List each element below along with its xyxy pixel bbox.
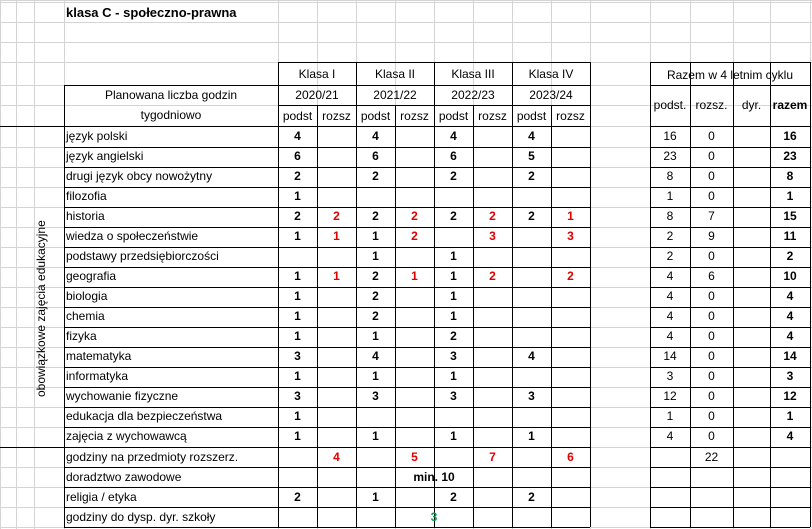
extended-hours: 1 [333, 229, 340, 243]
extended-hours: 2 [489, 209, 496, 223]
planned-hours-label: Planowana liczba godzin [104, 88, 238, 102]
sum-rozsz: 0 [708, 349, 715, 363]
col-podst: podst [438, 109, 469, 123]
basic-hours: 1 [450, 429, 457, 443]
subject-name: historia [66, 209, 105, 223]
basic-hours: 3 [372, 389, 379, 403]
subject-name: filozofia [66, 189, 107, 203]
sum-rozsz: 0 [708, 129, 715, 143]
basic-hours: 1 [294, 329, 301, 343]
basic-hours: 1 [294, 369, 301, 383]
sum-podst: 8 [666, 169, 674, 183]
basic-hours: 1 [294, 229, 301, 243]
border [650, 62, 810, 63]
col-rozsz: rozsz [400, 109, 429, 123]
col-rozsz: rozsz [322, 109, 351, 123]
row-hours: 7 [489, 450, 496, 464]
row-border [650, 487, 810, 488]
sum-podst: 1 [666, 189, 674, 203]
sum-podst: 4 [666, 429, 674, 443]
sum-podst: 14 [663, 349, 677, 363]
extra-row-name: religia / etyka [66, 490, 137, 504]
extra-row-name: doradztwo zawodowe [66, 470, 182, 484]
extended-hours: 2 [567, 269, 574, 283]
summary-col-dyr: dyr. [741, 98, 762, 112]
summary-title: Razem w 4 letnim cyklu [666, 68, 794, 82]
basic-hours: 2 [528, 209, 535, 223]
basic-hours: 2 [294, 169, 301, 183]
col-podst: podst [516, 109, 547, 123]
basic-hours: 1 [528, 429, 535, 443]
subject-name: fizyka [66, 329, 97, 343]
grid-hline [0, 0, 812, 1]
summary-col-rozsz: rozsz. [695, 98, 728, 112]
sum-podst: 12 [663, 389, 677, 403]
subject-name: edukacja dla bezpieczeństwa [66, 409, 223, 423]
extended-hours: 2 [333, 209, 340, 223]
summary-col-razem: razem [772, 98, 808, 112]
extended-hours: 1 [567, 209, 574, 223]
subject-name: matematyka [66, 349, 132, 363]
basic-hours: 2 [372, 289, 379, 303]
subject-name: podstawy przedsiębiorczości [66, 249, 219, 263]
basic-hours: 1 [294, 289, 301, 303]
sum-value: 22 [704, 450, 719, 464]
subject-name: język angielski [66, 149, 144, 163]
basic-hours: 2 [372, 209, 379, 223]
subject-name: drugi język obcy nowożytny [66, 169, 213, 183]
basic-hours: 1 [450, 249, 457, 263]
sum-podst: 4 [666, 309, 674, 323]
summary-col-podst: podst. [653, 98, 687, 112]
subject-name: chemia [66, 309, 105, 323]
sheet-title: klasa C - społeczno-prawna [66, 5, 237, 20]
basic-hours: 3 [450, 389, 457, 403]
sum-razem: 16 [783, 129, 797, 143]
basic-hours: 2 [372, 309, 379, 323]
sum-razem: 4 [786, 429, 794, 443]
school-year: 2023/24 [529, 88, 573, 102]
sum-podst: 4 [666, 269, 674, 283]
basic-hours: 2 [372, 269, 379, 283]
sum-rozsz: 0 [708, 429, 715, 443]
basic-hours: 1 [372, 249, 379, 263]
sum-razem: 11 [783, 229, 797, 243]
basic-hours: 2 [294, 209, 301, 223]
sum-rozsz: 0 [708, 389, 715, 403]
sum-razem: 10 [783, 269, 797, 283]
basic-hours: 4 [372, 129, 379, 143]
border [733, 62, 734, 527]
basic-hours: 3 [294, 349, 301, 363]
sum-rozsz: 0 [708, 249, 715, 263]
sum-rozsz: 0 [708, 169, 715, 183]
sum-podst: 2 [666, 229, 674, 243]
row-border [650, 467, 810, 468]
subject-name: wiedza o społeczeństwie [66, 229, 199, 243]
sum-razem: 2 [786, 249, 794, 263]
sum-podst: 4 [666, 329, 674, 343]
class-name: Klasa III [451, 67, 495, 81]
extended-hours: 3 [489, 229, 496, 243]
basic-hours: 1 [450, 369, 457, 383]
basic-hours: 1 [294, 409, 301, 423]
basic-hours: 6 [372, 149, 379, 163]
basic-hours: 1 [372, 429, 379, 443]
planned-hours-label-2: tygodniowo [140, 108, 202, 122]
grid-vline [16, 0, 17, 529]
border [650, 85, 810, 86]
sum-rozsz: 0 [708, 369, 715, 383]
sum-rozsz: 6 [708, 269, 715, 283]
sum-razem: 15 [783, 209, 797, 223]
sum-rozsz: 0 [708, 409, 715, 423]
extra-row-name: godziny do dysp. dyr. szkoły [66, 510, 216, 524]
sum-razem: 3 [786, 369, 794, 383]
subject-name: biologia [66, 289, 108, 303]
merged-value: 3 [430, 510, 438, 524]
sum-podst: 16 [663, 129, 677, 143]
basic-hours: 6 [450, 149, 457, 163]
subject-name: zajęcia z wychowawcą [66, 429, 187, 443]
extended-hours: 2 [411, 229, 418, 243]
sum-rozsz: 0 [708, 289, 715, 303]
border [64, 527, 590, 528]
extended-hours: 3 [567, 229, 574, 243]
subject-name: informatyka [66, 369, 129, 383]
sum-podst: 23 [663, 149, 677, 163]
basic-hours: 2 [372, 169, 379, 183]
sum-rozsz: 0 [708, 329, 715, 343]
extended-hours: 2 [411, 209, 418, 223]
subject-name: wychowanie fizyczne [66, 389, 179, 403]
col-rozsz: rozsz [556, 109, 585, 123]
extra-row-name: godziny na przedmioty rozszerz. [66, 450, 239, 464]
sum-podst: 2 [666, 249, 674, 263]
basic-hours: 3 [450, 349, 457, 363]
basic-hours: 2 [450, 209, 457, 223]
row-hours: 4 [333, 450, 340, 464]
col-podst: podst [282, 109, 313, 123]
sum-razem: 23 [783, 149, 797, 163]
sum-podst: 1 [666, 409, 674, 423]
border [650, 527, 810, 528]
sum-razem: 1 [786, 189, 794, 203]
basic-hours: 1 [294, 269, 301, 283]
basic-hours: 3 [294, 389, 301, 403]
sum-rozsz: 0 [708, 309, 715, 323]
basic-hours: 4 [372, 349, 379, 363]
basic-hours: 6 [294, 149, 301, 163]
border [590, 62, 591, 527]
grid-hline [0, 42, 812, 43]
row-hours: 5 [411, 450, 418, 464]
sum-rozsz: 0 [708, 189, 715, 203]
basic-hours: 4 [294, 129, 301, 143]
sum-podst: 3 [666, 369, 674, 383]
sum-razem: 12 [783, 389, 797, 403]
class-name: Klasa I [298, 67, 336, 81]
basic-hours: 1 [372, 329, 379, 343]
basic-hours: 2 [528, 169, 535, 183]
sum-podst: 8 [666, 209, 674, 223]
school-year: 2021/22 [373, 88, 417, 102]
subject-name: język polski [66, 129, 128, 143]
sum-razem: 8 [786, 169, 794, 183]
grid-vline [0, 0, 1, 529]
row-hours: 2 [294, 490, 301, 504]
basic-hours: 5 [528, 149, 535, 163]
row-hours: 1 [372, 490, 379, 504]
sum-podst: 4 [666, 289, 674, 303]
extended-hours: 1 [411, 269, 418, 283]
col-rozsz: rozsz [478, 109, 507, 123]
group-label: obowiązkowe zajęcia edukacyjne [34, 220, 48, 397]
sum-rozsz: 7 [708, 209, 715, 223]
sum-rozsz: 0 [708, 149, 715, 163]
class-name: Klasa IV [528, 67, 574, 81]
basic-hours: 1 [294, 189, 301, 203]
basic-hours: 2 [450, 169, 457, 183]
basic-hours: 1 [450, 309, 457, 323]
row-border [650, 507, 810, 508]
sum-razem: 4 [786, 309, 794, 323]
sum-razem: 4 [786, 329, 794, 343]
basic-hours: 1 [372, 229, 379, 243]
subject-name: geografia [66, 269, 117, 283]
sum-razem: 4 [786, 289, 794, 303]
class-name: Klasa II [374, 67, 416, 81]
basic-hours: 1 [372, 369, 379, 383]
basic-hours: 3 [528, 389, 535, 403]
basic-hours: 4 [528, 129, 535, 143]
sum-razem: 1 [786, 409, 794, 423]
extended-hours: 2 [489, 269, 496, 283]
school-year: 2022/23 [451, 88, 495, 102]
basic-hours: 1 [294, 429, 301, 443]
sum-razem: 14 [783, 349, 797, 363]
basic-hours: 2 [450, 329, 457, 343]
basic-hours: 1 [450, 289, 457, 303]
row-hours: 2 [528, 490, 535, 504]
col-podst: podst [360, 109, 391, 123]
basic-hours: 1 [450, 269, 457, 283]
basic-hours: 4 [450, 129, 457, 143]
school-year: 2020/21 [295, 88, 339, 102]
basic-hours: 4 [528, 349, 535, 363]
sum-rozsz: 9 [708, 229, 715, 243]
extended-hours: 1 [333, 269, 340, 283]
basic-hours: 1 [294, 309, 301, 323]
border [64, 85, 65, 527]
row-hours: 6 [567, 450, 574, 464]
row-hours: 2 [450, 490, 457, 504]
border [810, 62, 811, 527]
merged-value: min. 10 [413, 470, 455, 484]
